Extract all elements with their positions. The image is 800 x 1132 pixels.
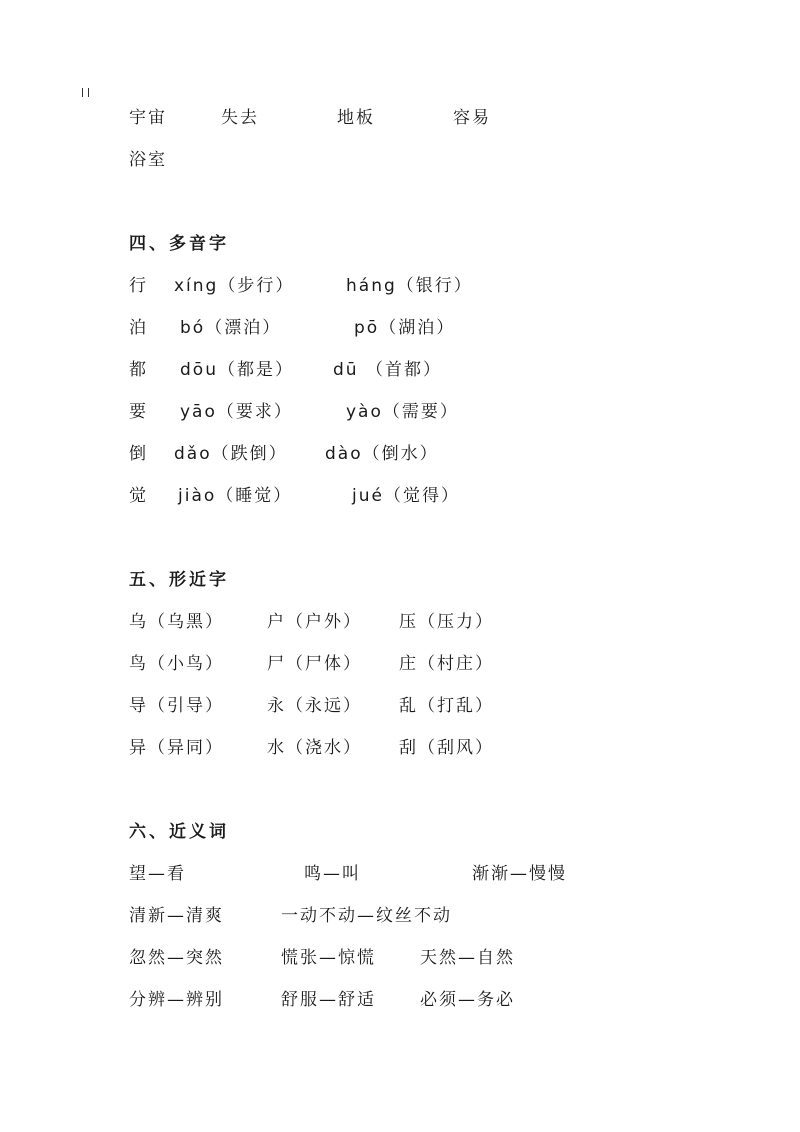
word: 失去 <box>221 108 259 128</box>
reading-1: jiào（睡觉） <box>178 486 293 506</box>
polyphone-char: 要 <box>129 402 148 422</box>
synonym-pair: 渐渐—慢慢 <box>472 864 567 884</box>
char-pair: 异（异同） <box>129 738 224 758</box>
synonym-pair: 慌张—惊慌 <box>281 948 376 968</box>
word: 容易 <box>453 108 491 128</box>
char-pair: 鸟（小鸟） <box>129 654 224 674</box>
char-pair: 乱（打乱） <box>399 696 494 716</box>
polyphone-char: 泊 <box>129 318 148 338</box>
reading-1: dōu（都是） <box>180 360 294 380</box>
char-pair: 水（浇水） <box>267 738 362 758</box>
polyphone-char: 都 <box>129 360 148 380</box>
polyphone-char: 觉 <box>129 486 148 506</box>
scan-artifact <box>82 88 89 97</box>
word: 浴室 <box>129 150 167 170</box>
reading-2: dū （首都） <box>333 360 442 380</box>
synonym-pair: 舒服—舒适 <box>281 990 376 1010</box>
reading-1: bó（漂泊） <box>180 318 282 338</box>
reading-2: pō（湖泊） <box>354 318 456 338</box>
char-pair: 刮（刮风） <box>399 738 494 758</box>
synonym-pair: 清新—清爽 <box>129 906 224 926</box>
synonym-pair: 忽然—突然 <box>129 948 224 968</box>
reading-2: yào（需要） <box>346 402 459 422</box>
reading-2: háng（银行） <box>346 276 473 296</box>
synonym-pair: 天然—自然 <box>420 948 515 968</box>
char-pair: 永（永远） <box>267 696 362 716</box>
section-title: 六、近义词 <box>129 822 229 842</box>
char-pair: 户（户外） <box>267 612 362 632</box>
section-title: 四、多音字 <box>129 234 229 254</box>
polyphone-char: 行 <box>129 276 148 296</box>
reading-1: dǎo（跌倒） <box>174 444 288 464</box>
section-title: 五、形近字 <box>129 570 229 590</box>
reading-2: dào（倒水） <box>325 444 439 464</box>
word: 地板 <box>337 108 375 128</box>
synonym-pair: 必须—务必 <box>420 990 515 1010</box>
char-pair: 乌（乌黑） <box>129 612 224 632</box>
synonym-pair: 分辨—辨别 <box>129 990 224 1010</box>
char-pair: 导（引导） <box>129 696 224 716</box>
word: 宇宙 <box>129 108 167 128</box>
reading-1: yāo（要求） <box>180 402 293 422</box>
synonym-pair: 一动不动—纹丝不动 <box>281 906 452 926</box>
reading-1: xíng（步行） <box>174 276 295 296</box>
reading-2: jué（觉得） <box>352 486 460 506</box>
char-pair: 庄（村庄） <box>399 654 494 674</box>
synonym-pair: 鸣—叫 <box>304 864 361 884</box>
synonym-pair: 望—看 <box>129 864 186 884</box>
char-pair: 压（压力） <box>399 612 494 632</box>
char-pair: 尸（尸体） <box>267 654 362 674</box>
polyphone-char: 倒 <box>129 444 148 464</box>
